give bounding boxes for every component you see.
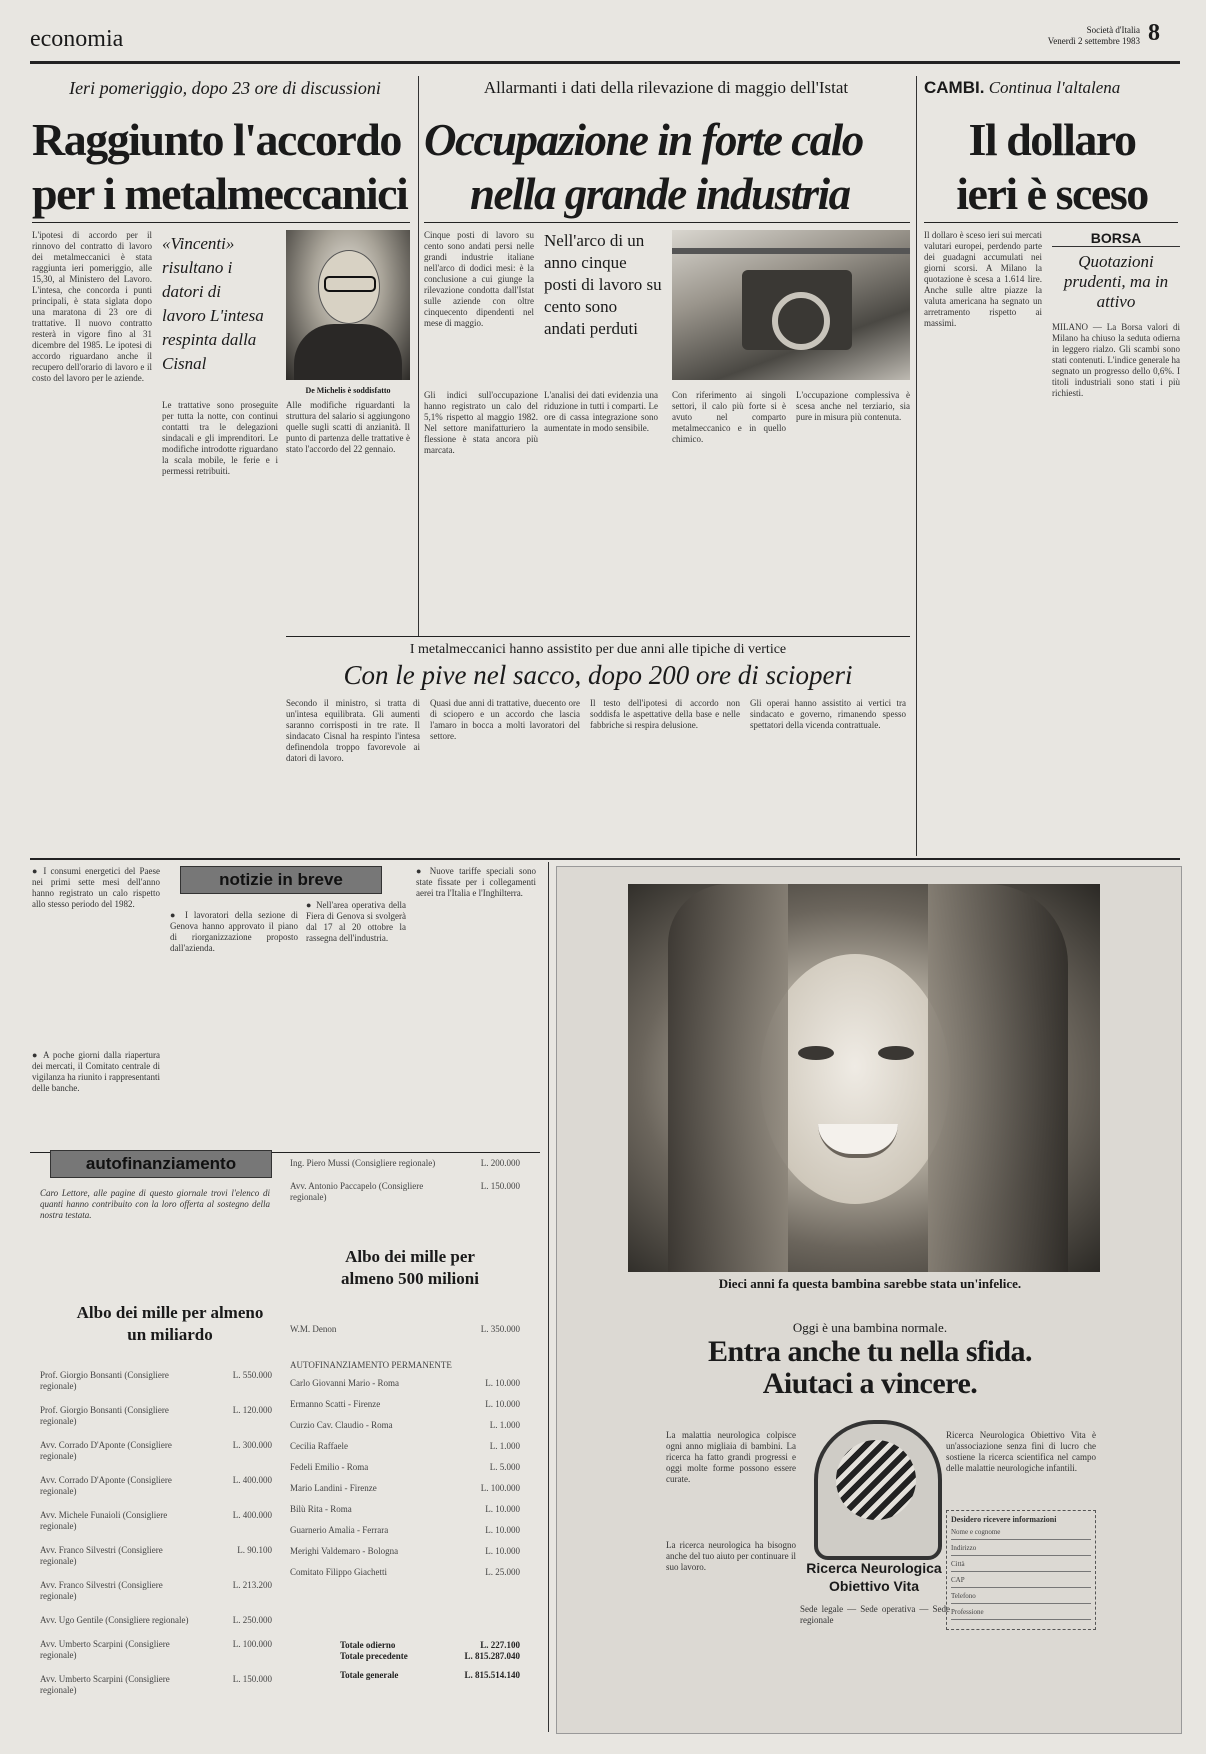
donor-amount: L. 100.000 bbox=[232, 1639, 272, 1649]
donor-row bbox=[290, 1483, 520, 1494]
photo-caption: De Michelis è soddisfatto bbox=[305, 386, 391, 395]
donor-name: Carlo Giovanni Mario - Roma bbox=[290, 1378, 399, 1388]
notizie-item-3 bbox=[170, 910, 298, 1150]
donor-amount: L. 1.000 bbox=[489, 1441, 520, 1451]
de-michelis-photo bbox=[286, 230, 410, 380]
employment-text-col3: Con riferimento ai singoli settori, il calo più forte si è avuto nel comparto metalmeccanico e in quello chimico. bbox=[672, 390, 786, 444]
girl-face bbox=[760, 954, 950, 1204]
donor-row bbox=[40, 1639, 272, 1661]
donor-row bbox=[40, 1405, 272, 1427]
donors2-list bbox=[290, 1378, 520, 1588]
donor-row bbox=[290, 1504, 520, 1515]
employment-headline-rule bbox=[424, 222, 910, 223]
donor-name: Ermanno Scatti - Firenze bbox=[290, 1399, 381, 1409]
metal-headline-1: Raggiunto l'accordo bbox=[32, 114, 401, 165]
donor-name: Avv. Franco Silvestri (Consigliere regionale) bbox=[40, 1580, 163, 1601]
advert-headline-1: Entra anche tu nella sfida. bbox=[707, 1335, 1033, 1368]
advert-coupon bbox=[946, 1510, 1096, 1630]
girl-hair-left bbox=[668, 884, 788, 1272]
donor-name: Guarnerio Amalia - Ferrara bbox=[290, 1525, 389, 1535]
donor-amount: L. 150.000 bbox=[232, 1674, 272, 1684]
donor-name: Avv. Michele Funaioli (Consigliere regionale) bbox=[40, 1510, 168, 1531]
donor-row bbox=[290, 1441, 520, 1452]
strike-text-col1: Quasi due anni di trattative, duecento ore di sciopero e un accordo che lascia l'amaro in bocca a molti lavoratori del settore. bbox=[430, 698, 580, 741]
donor-name: Avv. Corrado D'Aponte (Consigliere regionale) bbox=[40, 1475, 172, 1496]
donor-amount: L. 90.100 bbox=[237, 1545, 272, 1555]
employment-text-col4: L'occupazione complessiva è scesa anche nel terziario, sia pure in misura più contenuta. bbox=[796, 390, 910, 422]
donor-name: Curzio Cav. Claudio - Roma bbox=[290, 1420, 393, 1430]
donor-name: Ing. Piero Mussi (Consigliere regionale) bbox=[290, 1158, 436, 1168]
paper-name: Società d'Italia bbox=[1086, 25, 1140, 35]
donor-name: Avv. Antonio Paccapelo (Consigliere regionale) bbox=[290, 1181, 424, 1202]
metal-headline-rule bbox=[32, 222, 410, 223]
donor-amount: L. 200.000 bbox=[480, 1158, 520, 1168]
donor-name: Merighi Valdemaro - Bologna bbox=[290, 1546, 399, 1556]
masthead-rule bbox=[30, 61, 1180, 64]
totale-odierno: L. 227.100 bbox=[480, 1640, 520, 1650]
dollar-text: Il dollaro è sceso ieri sui mercati valutari europei, perdendo parte dei guadagni accumulati nei giorni scorsi. A Milano la quotazione è scesa a 1.614 lire. Anche sulle altre piazze la valuta americana ha segnato un arretramento rispetto ai massimi. bbox=[924, 230, 1042, 328]
employment-text-col1: Gli indici sull'occupazione hanno registrato un calo del 5,1% rispetto al maggio 1982. Nel settore manifatturiero la flessione è stata ancora più marcata. bbox=[424, 390, 538, 455]
strike-text-col3: Gli operai hanno assistito ai vertici tra sindacato e governo, rimanendo spesso spettatori della vicenda contrattuale. bbox=[750, 698, 906, 730]
albo1-title: Albo dei mille per almeno un miliardo bbox=[76, 1303, 264, 1344]
donor-row bbox=[290, 1546, 520, 1557]
donor-name: Avv. Franco Silvestri (Consigliere regionale) bbox=[40, 1545, 163, 1566]
donor-row bbox=[40, 1440, 272, 1462]
notizie-item-4-text: Nell'area operativa della Fiera di Genova si svolgerà dal 17 al 20 ottobre la rassegna dell'industria. bbox=[306, 900, 406, 943]
bullet-icon: ● bbox=[170, 910, 185, 920]
employment-kicker: Allarmanti i dati della rilevazione di maggio dell'Istat bbox=[483, 78, 849, 97]
notizie-item-5-text: Nuove tariffe speciali sono state fissate per i collegamenti aerei tra l'Italia e l'Inghilterra. bbox=[416, 866, 536, 898]
metal-text-col3: Alle modifiche riguardanti la struttura del salario si aggiungono quelle sugli scatti di anzianità. Il punto di partenza delle trattative è stato l'accordo del 22 gennaio. bbox=[286, 400, 410, 454]
donor-amount: L. 1.000 bbox=[489, 1420, 520, 1430]
column-divider-1 bbox=[418, 76, 419, 636]
donor-amount: L. 100.000 bbox=[480, 1483, 520, 1493]
coupon-field[interactable]: Città bbox=[951, 1560, 1091, 1572]
employment-headline-2: nella grande industria bbox=[470, 169, 850, 219]
donor-name: W.M. Denon bbox=[290, 1324, 337, 1334]
issue-date: Venerdì 2 settembre 1983 bbox=[1047, 36, 1140, 46]
donor-amount: L. 25.000 bbox=[485, 1567, 520, 1577]
autofin-letter: Caro Lettore, alle pagine di questo giornale trovi l'elenco di quanti hanno contribuito con la loro offerta al sostegno della nostra testata. bbox=[40, 1188, 270, 1220]
advert-addresses: Sede legale — Sede operativa — Sede regionale bbox=[800, 1604, 950, 1625]
column-divider-3 bbox=[548, 862, 549, 1732]
portrait-glasses bbox=[324, 276, 376, 292]
bullet-icon: ● bbox=[416, 866, 430, 876]
totale-odierno-label: Totale odierno bbox=[340, 1640, 396, 1650]
notizie-item-2-text: A poche giorni dalla riapertura dei mercati, il Comitato centrale di vigilanza ha riunito i rappresentanti delle banche. bbox=[32, 1050, 160, 1093]
donor-row bbox=[290, 1399, 520, 1410]
bullet-icon: ● bbox=[32, 866, 44, 876]
donors-top-list bbox=[290, 1158, 520, 1215]
donor-amount: L. 250.000 bbox=[232, 1615, 272, 1625]
borsa-text: MILANO — La Borsa valori di Milano ha chiuso la seduta odierna in leggero rialzo. Gli scambi sono stati contenuti. L'indice generale ha segnato un progresso dello 0,6%. I titoli industriali sono stati i più richiesti. bbox=[1052, 322, 1180, 398]
donor-amount: L. 150.000 bbox=[480, 1181, 520, 1191]
factory-beam bbox=[672, 248, 910, 254]
dollar-kicker-text: Continua l'altalena bbox=[988, 78, 1121, 97]
notizie-item-3-text: I lavoratori della sezione di Genova hanno approvato il piano di riorganizzazione proposto dall'azienda. bbox=[170, 910, 298, 953]
borsa-title: Quotazioni prudenti, ma in attivo bbox=[1063, 252, 1169, 311]
donor-name: Fedeli Emilio - Roma bbox=[290, 1462, 369, 1472]
donor-row bbox=[40, 1475, 272, 1497]
donor-amount: L. 5.000 bbox=[489, 1462, 520, 1472]
advert-caption: Dieci anni fa questa bambina sarebbe stata un'infelice. bbox=[718, 1276, 1022, 1291]
albo2-title: Albo dei mille per almeno 500 milioni bbox=[341, 1247, 479, 1288]
donor-amount: L. 10.000 bbox=[485, 1546, 520, 1556]
donor-name: Bilù Rita - Roma bbox=[290, 1504, 352, 1514]
strike-kicker: I metalmeccanici hanno assistito per due anni alle tipiche di vertice bbox=[409, 642, 787, 657]
donor-amount: L. 550.000 bbox=[232, 1370, 272, 1380]
donor-name: Avv. Ugo Gentile (Consigliere regionale) bbox=[40, 1615, 189, 1625]
donor-amount: L. 10.000 bbox=[485, 1504, 520, 1514]
donor-row bbox=[290, 1420, 520, 1431]
employment-headline-1: Occupazione in forte calo bbox=[424, 115, 863, 165]
portrait-body bbox=[294, 324, 402, 380]
donor-row bbox=[40, 1545, 272, 1567]
donor-row bbox=[290, 1462, 520, 1473]
advert-headline-2: Aiutaci a vincere. bbox=[762, 1367, 978, 1400]
donor-row bbox=[290, 1378, 520, 1389]
advert-org-1: Ricerca Neurologica bbox=[806, 1560, 942, 1576]
donors1-list bbox=[40, 1370, 272, 1709]
masthead bbox=[30, 22, 1180, 62]
employment-pull-quote: Nell'arco di un anno cinque posti di lavoro su cento sono andati perduti bbox=[544, 231, 662, 338]
borsa-label: BORSA bbox=[1052, 230, 1180, 247]
middle-rule bbox=[30, 858, 1180, 860]
strike-headline: Con le pive nel sacco, dopo 200 ore di scioperi bbox=[343, 660, 853, 690]
donor-amount: L. 300.000 bbox=[232, 1440, 272, 1450]
notizie-title: notizie in breve bbox=[180, 866, 382, 894]
donor-row bbox=[290, 1525, 520, 1536]
donor-amount: L. 10.000 bbox=[485, 1378, 520, 1388]
donor-amount: L. 350.000 bbox=[480, 1324, 520, 1334]
dollar-kicker-label: CAMBI. bbox=[924, 78, 985, 97]
donor-name: Comitato Filippo Giachetti bbox=[290, 1567, 387, 1577]
girl-hair-right bbox=[928, 884, 1068, 1272]
section-name: economia bbox=[30, 26, 124, 52]
donor-amount: L. 213.200 bbox=[232, 1580, 272, 1590]
donor-amount: L. 120.000 bbox=[232, 1405, 272, 1415]
donor-albo2 bbox=[290, 1324, 520, 1335]
dollar-headline-2: ieri è sceso bbox=[956, 168, 1148, 219]
coupon-field[interactable]: CAP bbox=[951, 1576, 1091, 1588]
notizie-item-1 bbox=[32, 866, 160, 1046]
metal-text-col2: Le trattative sono proseguite per tutta la notte, con continui contatti tra le delegazioni sindacali e gli imprenditori. Le modifiche introdotte riguardano la scala mobile, le ferie e i permessi retribuiti. bbox=[162, 400, 278, 476]
employment-intro: Cinque posti di lavoro su cento sono andati persi nelle grandi industrie italiane nell'arco di dodici mesi: è la conclusione a cui giunge la rilevazione condotta dall'Istat sulle aziende con oltre cinquecento dipendenti nel mese di maggio. bbox=[424, 230, 534, 328]
strike-top-rule bbox=[286, 636, 910, 637]
bullet-icon: ● bbox=[306, 900, 317, 910]
girl-photo bbox=[628, 884, 1100, 1272]
donor-name: Cecilia Raffaele bbox=[290, 1441, 349, 1451]
column-divider-2 bbox=[916, 76, 917, 856]
notizie-item-2 bbox=[32, 1050, 160, 1150]
metal-pull-quote: «Vincenti» risultano i datori di lavoro L'intesa respinta dalla Cisnal bbox=[162, 234, 264, 373]
logo-striped-circle bbox=[836, 1440, 916, 1520]
strike-text-col2: Il testo dell'ipotesi di accordo non soddisfa le aspettative della base e nelle fabbriche si respira delusione. bbox=[590, 698, 740, 730]
girl-eye-right bbox=[878, 1046, 914, 1060]
notizie-item-4 bbox=[306, 900, 406, 1150]
metal-headline-2: per i metalmeccanici bbox=[32, 168, 408, 219]
donor-name: Avv. Umberto Scarpini (Consigliere regionale) bbox=[40, 1639, 170, 1660]
autofinanziamento-title: autofinanziamento bbox=[50, 1150, 272, 1178]
coupon-field[interactable]: Telefono bbox=[951, 1592, 1091, 1604]
donor-row bbox=[40, 1510, 272, 1532]
page-number: 8 bbox=[1148, 20, 1160, 46]
donor-row bbox=[40, 1615, 272, 1626]
coupon-title: Desidero ricevere informazioni bbox=[951, 1515, 1057, 1524]
donor-amount: L. 10.000 bbox=[485, 1525, 520, 1535]
totale-generale: L. 815.514.140 bbox=[464, 1670, 520, 1680]
advert-left-text: La malattia neurologica colpisce ogni anno migliaia di bambini. La ricerca ha fatto grandi progressi e oggi molte forme possono essere curate. bbox=[666, 1430, 796, 1484]
advert-right-text: Ricerca Neurologica Obiettivo Vita è un'associazione senza fini di lucro che sostiene la ricerca scientifica nel campo delle malattie neurologiche infantili. bbox=[946, 1430, 1096, 1473]
factory-photo bbox=[672, 230, 910, 380]
totale-precedente-label: Totale precedente bbox=[340, 1651, 408, 1661]
coupon-field[interactable]: Nome e cognome bbox=[951, 1528, 1091, 1540]
advert-left-text-2: La ricerca neurologica ha bisogno anche del tuo aiuto per continuare il suo lavoro. bbox=[666, 1540, 796, 1572]
coupon-field[interactable]: Indirizzo bbox=[951, 1544, 1091, 1556]
bullet-icon: ● bbox=[32, 1050, 43, 1060]
donor-row bbox=[290, 1181, 520, 1203]
metal-kicker: Ieri pomeriggio, dopo 23 ore di discussioni bbox=[69, 78, 381, 98]
donor-name: Prof. Giorgio Bonsanti (Consigliere regionale) bbox=[40, 1405, 169, 1426]
donor-amount: L. 10.000 bbox=[485, 1399, 520, 1409]
dollar-kicker bbox=[924, 78, 1180, 98]
advert-tagline: Oggi è una bambina normale. bbox=[792, 1320, 948, 1335]
totale-generale-label: Totale generale bbox=[340, 1670, 399, 1680]
notizie-item-1-text: I consumi energetici del Paese nei primi sette mesi dell'anno hanno registrato un calo rispetto allo stesso periodo del 1982. bbox=[32, 866, 160, 909]
ricerca-logo bbox=[814, 1420, 942, 1560]
girl-eye-left bbox=[798, 1046, 834, 1060]
employment-text-col2: L'analisi dei dati evidenzia una riduzione in tutti i comparti. Le ore di cassa integrazione sono aumentate in modo sensibile. bbox=[544, 390, 658, 433]
donor-amount: L. 400.000 bbox=[232, 1510, 272, 1520]
dollar-headline-rule bbox=[924, 222, 1178, 223]
donor-row bbox=[40, 1580, 272, 1602]
machine-wheel bbox=[772, 292, 830, 350]
totale-precedente: L. 815.287.040 bbox=[464, 1651, 520, 1661]
permanente-title: AUTOFINANZIAMENTO PERMANENTE bbox=[290, 1360, 452, 1370]
donor-name: Mario Landini - Firenze bbox=[290, 1483, 377, 1493]
metal-text-col4: Secondo il ministro, si tratta di un'intesa equilibrata. Gli aumenti saranno corrisposti in tre rate. Il sindacato Cisnal ha respinto l'intesa definendola troppo favorevole ai datori di lavoro. bbox=[286, 698, 420, 763]
advert-org-2: Obiettivo Vita bbox=[829, 1578, 919, 1594]
donor-row bbox=[40, 1674, 272, 1696]
donor-row bbox=[290, 1567, 520, 1578]
donor-name: Prof. Giorgio Bonsanti (Consigliere regionale) bbox=[40, 1370, 169, 1391]
autofin-totals bbox=[340, 1640, 520, 1681]
coupon-field[interactable]: Professione bbox=[951, 1608, 1091, 1620]
donor-row bbox=[40, 1370, 272, 1392]
donor-row bbox=[290, 1158, 520, 1169]
dollar-headline-1: Il dollaro bbox=[968, 114, 1136, 165]
donor-name: Avv. Corrado D'Aponte (Consigliere regionale) bbox=[40, 1440, 172, 1461]
metal-text-col1: L'ipotesi di accordo per il rinnovo del contratto di lavoro dei metalmeccanici è stata raggiunta ieri pomeriggio, alle 15,30, al Ministero del Lavoro. L'intesa, che concorda i punti principali, è stata siglata dopo una maratona di 23 ore di trattative. Il nuovo contratto resterà in vigore fino al 31 dicembre del 1985. Le ipotesi di accordo riguardano anche il recupero dell'orario di lavoro e il costo del lavoro per le aziende. bbox=[32, 230, 152, 383]
donor-name: Avv. Umberto Scarpini (Consigliere regionale) bbox=[40, 1674, 170, 1695]
donor-amount: L. 400.000 bbox=[232, 1475, 272, 1485]
notizie-item-5 bbox=[416, 866, 536, 1150]
